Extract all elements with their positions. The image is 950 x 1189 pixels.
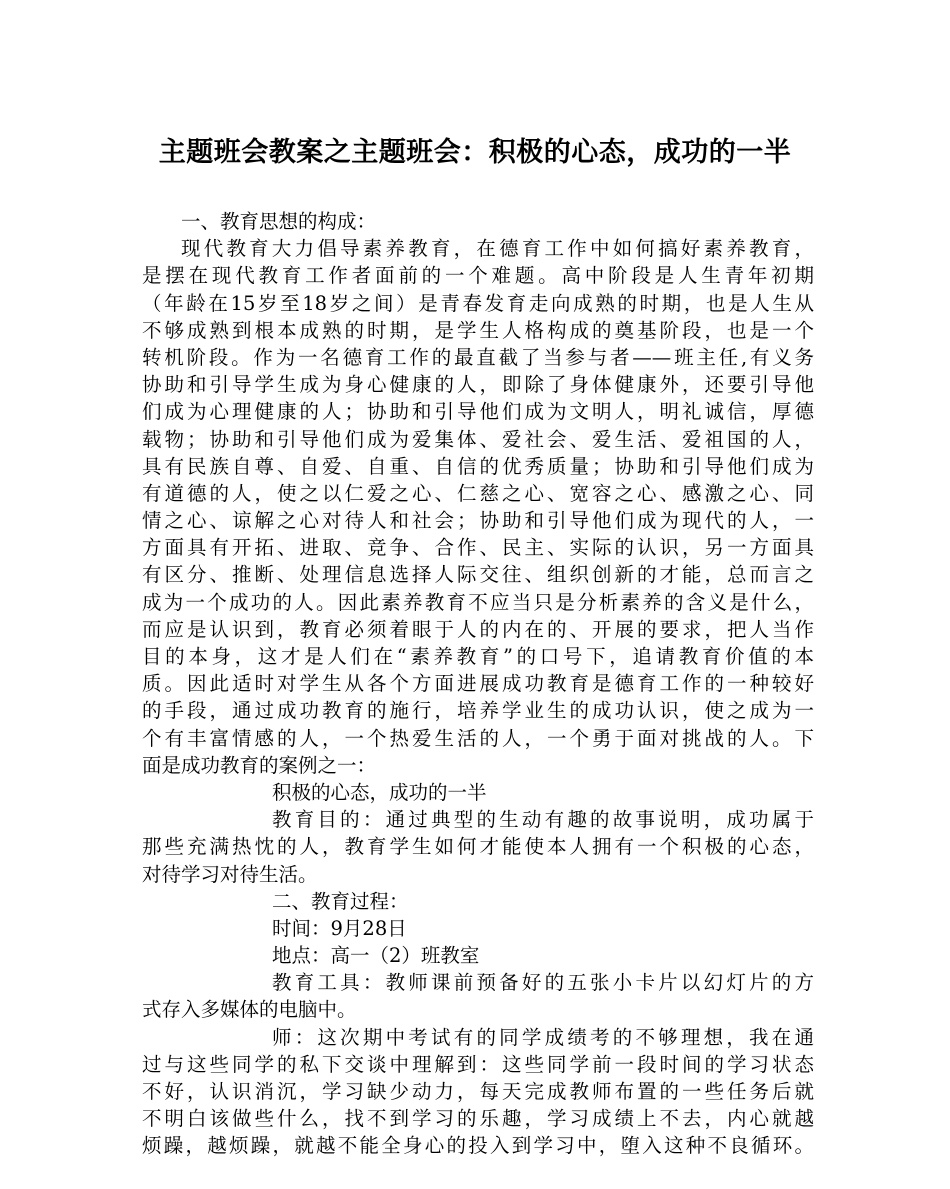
paragraph-line: 的手段，通过成功教育的施行，培养学业生的成功认识，使之成为一 [142, 699, 814, 723]
document-body [142, 208, 814, 1160]
paragraph-line: 方面具有开拓、进取、竞争、合作、民主、实际的认识，另一方面具 [142, 536, 814, 560]
paragraph-line: 而应是认识到，教育必须着眼于人的内在的、开展的要求，把人当作 [142, 617, 814, 641]
paragraph-line: 载物；协助和引导他们成为爱集体、爱社会、爱生活、爱祖国的人， [142, 427, 814, 451]
paragraph-line: 目的本身，这才是人们在“素养教育”的口号下，追请教育价值的本 [142, 645, 814, 668]
section-heading: 二、教育过程： [272, 889, 409, 913]
paragraph-line: 是摆在现代教育工作者面前的一个难题。高中阶段是人生青年初期 [142, 264, 814, 288]
paragraph-line: 那些充满热忱的人，教育学生如何才能使本人拥有一个积极的心态， [142, 835, 814, 859]
document-title: 主题班会教案之主题班会：积极的心态，成功的一半 [158, 137, 792, 168]
time-line: 时间：9月28日 [272, 916, 407, 940]
paragraph-line: 师：这次期中考试有的同学成绩考的不够理想，我在通 [272, 1025, 814, 1049]
paragraph-line: 质。因此适时对学生从各个方面进展成功教育是德育工作的一种较好 [142, 672, 814, 696]
paragraph-line: 烦躁，越烦躁，就越不能全身心的投入到学习中，堕入这种不良循环。 [142, 1134, 814, 1158]
section-heading: 一、教育思想的构成： [181, 210, 377, 233]
paragraph-line: 过与这些同学的私下交谈中理解到：这些同学前一段时间的学习状态 [142, 1052, 814, 1076]
paragraph-line: 协助和引导学生成为身心健康的人，即除了身体健康外，还要引导他 [142, 373, 814, 397]
paragraph-line: 对待学习对待生活。 [142, 862, 318, 886]
paragraph-line: 成为一个成功的人。因此素养教育不应当只是分析素养的含义是什么， [142, 590, 814, 614]
paragraph-line: 转机阶段。作为一名德育工作的最直截了当参与者——班主任,有义务 [142, 345, 814, 369]
paragraph-line: 个有丰富情感的人，一个热爱生活的人，一个勇于面对挑战的人。下 [142, 726, 814, 750]
case-title: 积极的心态，成功的一半 [272, 780, 487, 804]
paragraph-line: 面是成功教育的案例之一： [142, 753, 377, 777]
paragraph-line: 不好，认识消沉，学习缺少动力，每天完成教师布置的一些任务后就 [142, 1080, 814, 1103]
location-line: 地点：高一（2）班教室 [272, 944, 480, 968]
paragraph-line: 们成为心理健康的人；协助和引导他们成为文明人，明礼诚信，厚德 [142, 400, 814, 424]
paragraph-line: 教育工具：教师课前预备好的五张小卡片以幻灯片的方 [272, 971, 814, 995]
paragraph-line: 教育目的：通过典型的生动有趣的故事说明，成功属于 [272, 808, 814, 832]
paragraph-line: 有区分、推断、处理信息选择人际交往、组织创新的才能，总而言之 [142, 563, 814, 587]
paragraph-line: 有道德的人，使之以仁爱之心、仁慈之心、宽容之心、感激之心、同 [142, 481, 814, 505]
paragraph-line: 具有民族自尊、自爱、自重、自信的优秀质量；协助和引导他们成为 [142, 454, 814, 478]
paragraph-line: 不够成熟到根本成熟的时期，是学生人格构成的奠基阶段，也是一个 [142, 318, 814, 342]
paragraph-line: （年龄在15岁至18岁之间）是青春发育走向成熟的时期，也是人生从 [142, 291, 814, 315]
paragraph-line: 情之心、谅解之心对待人和社会；协助和引导他们成为现代的人，一 [142, 509, 814, 533]
paragraph-line: 式存入多媒体的电脑中。 [142, 998, 357, 1022]
paragraph-line: 不明白该做些什么，找不到学习的乐趣，学习成绩上不去，内心就越 [142, 1107, 814, 1131]
paragraph-line: 现代教育大力倡导素养教育，在德育工作中如何搞好素养教育， [181, 237, 814, 261]
